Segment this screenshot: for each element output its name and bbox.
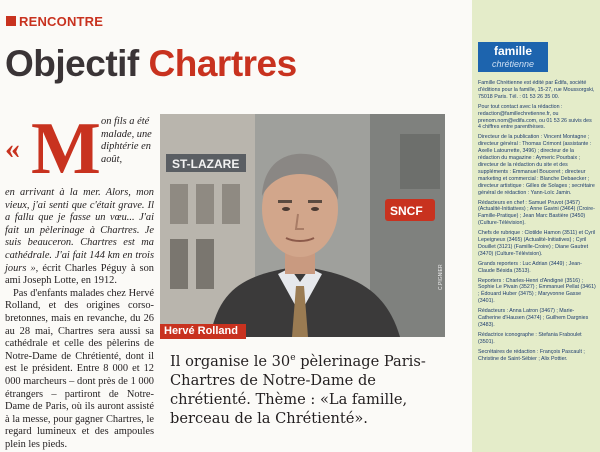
masthead-block: Rédacteurs en chef : Samuel Pruvot (3457) (Actualité-Initiatives) ; Anne Gavini (3464) (Croire-Famille-Pratique) ; Jean Marc Bastière (3450) (Culture-Télévision). — [478, 199, 595, 227]
photo-credit: C.PIGNIER — [438, 264, 444, 290]
masthead-block: Grands reporters : Luc Adrian (3449) ; Jean-Claude Bésida (3513). — [478, 260, 582, 274]
logo-line2: chrétienne — [491, 59, 535, 69]
masthead-block: Rédacteurs : Anna Latron (3467) ; Marie-Catherine d'Hausen (3474) ; Guilhem Dargnies (3483). — [478, 308, 589, 328]
station-sign-text: ST-LAZARE — [172, 157, 240, 171]
headline — [5, 44, 297, 84]
dropcap-row — [5, 108, 154, 190]
opening-quote-mark: « — [5, 132, 20, 165]
body-paragraph: Pas d'enfants malades chez Hervé Rolland, et des origines corso-bretonnes, mais en revanche, du 26 au 28 mai, Chartres sera aussi sa cathédrale et celle des pèlerins de Notre-Dame de Chrétienté, dont il est le président. Entre 8 000 et 12 000 marcheurs – dont près de 1 000 étrangers – partiront de Notre-Dame de Paris, où ils auront assisté à la messe, pour gagner Chartres, le regard lumineux et des ampoules plein les pieds. — [5, 287, 154, 450]
logo-line1: famille — [493, 44, 532, 58]
masthead-block: Famille Chrétienne est édité par Édifa, société d'éditions pour la famille, 15-27, rue Moussorgski, 75018 Paris. Tél. : 01 53 26 35 00. — [478, 80, 595, 100]
pull-quote-start: Il organise le 30 — [170, 352, 291, 370]
headline-part2: Chartres — [148, 43, 297, 84]
pull-quote-end: pèlerinage Paris-Chartres de Notre-Dame de chrétienté. Thème : «La famille, berceau de la Chrétienté». — [170, 352, 426, 427]
lead-attribution: écrit Charles Péguy à son ami Joseph Lotte, en 1912. — [5, 262, 154, 287]
photo-caption: Hervé Rolland — [160, 324, 246, 339]
lead-top-text: on fils a été malade, une diphtérie en août, — [101, 116, 152, 165]
section-square-icon — [6, 16, 16, 26]
pull-quote-superscript: e — [290, 353, 296, 363]
portrait-illustration — [160, 114, 445, 337]
headline-part1: Objectif — [5, 43, 139, 84]
masthead-block: Chefs de rubrique : Clotilde Hamon (3511) et Cyril Lepeigneux (3465) (Actualité-Initiatives) ; Cyril Douillet (3121) (Famille-Croire) ; Diane Gautret (3470) (Culture-Télévision). — [478, 230, 596, 257]
masthead-block: Rédactrice iconographe : Stefania Fraboulet (3501). — [478, 331, 582, 345]
sncf-sign-text: SNCF — [390, 204, 423, 218]
masthead-text — [478, 80, 596, 366]
portrait-photo — [160, 114, 445, 337]
lead-paragraph — [5, 187, 154, 288]
section-tag — [6, 14, 103, 28]
masthead-block: Secrétaires de rédaction : François Pascault ; Christine de Saint-Sébier ; Alix Pottier. — [478, 348, 585, 362]
dropcap-letter: M — [31, 108, 101, 190]
section-label: RENCONTRE — [19, 13, 104, 29]
masthead-block: Directeur de la publication : Vincent Montagne ; directeur général : Thomas Crimont (assistante : Axelle Latourrette, 3496) ; directeur de la rédaction du magazine : Aymeric Pourbaix ; directeur de la rédaction du site et des suppléments : Emmanuel Bouceret ; directeur marketing et commercial : Blanche Debaecker ; directeur artistique : Gilles de Solages ; secrétaire général de rédaction : Yann-Loïc Jamin. — [478, 134, 595, 196]
masthead-block: Reporters : Charles-Henri d'Andigné (3516) ; Sophie Le Pivain (3527) ; Emmanuel Pellat (3461) ; Édouard Huber (3475) ; Maryvonne Gasse (3401). — [478, 277, 596, 305]
magazine-logo — [478, 42, 548, 72]
masthead-block: Pour tout contact avec la rédaction : redaction@famillechretienne.fr, ou prenom.nom@edifa.com, ou 01 53 26 suivis des 4 chiffres entre parenthèses. — [478, 103, 592, 131]
pull-quote — [170, 349, 442, 428]
article-column — [5, 108, 154, 451]
article-body — [5, 288, 154, 452]
lead-quote-text: en arrivant à la mer. Alors, mon vieux, j'ai senti que c'était grave. Il a fallu que je fasse un vœu... J'ai fait un pèlerinage à Chartres. Je suis beauceron. Chartres est ma cathédrale. J'ai fait 144 km en trois jours », — [5, 187, 154, 274]
